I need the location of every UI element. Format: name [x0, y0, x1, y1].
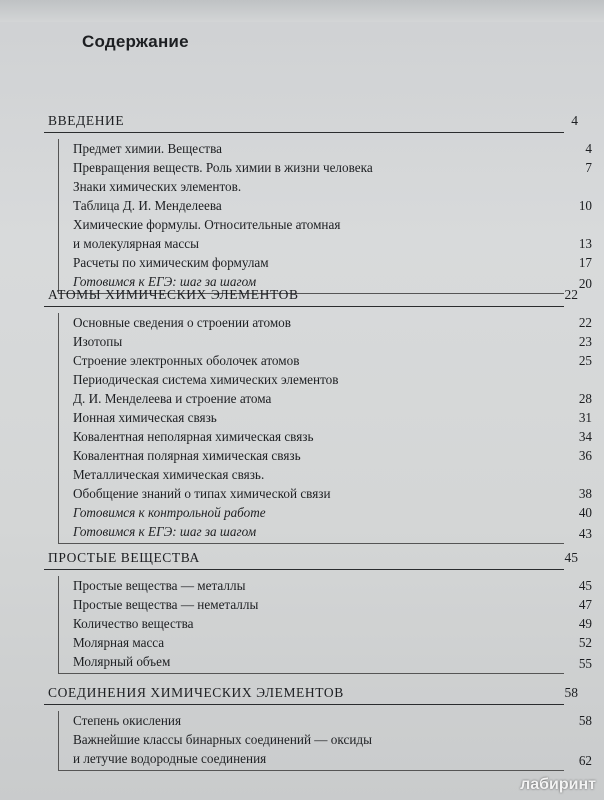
- toc-entry[interactable]: [59, 465, 564, 484]
- toc-entry[interactable]: [59, 749, 592, 771]
- entry-title: Важнейшие классы бинарных соединений — оксиды: [73, 732, 372, 747]
- toc-entry[interactable]: [59, 633, 592, 652]
- section-entries: [58, 576, 592, 674]
- entry-title: Количество вещества: [73, 616, 194, 631]
- toc-entry[interactable]: [59, 196, 592, 215]
- entry-page-number: 25: [578, 353, 592, 368]
- toc-entry[interactable]: [59, 389, 592, 408]
- entry-page-number: 47: [578, 597, 592, 612]
- entry-title: Изотопы: [73, 334, 123, 349]
- entry-page-number: 36: [578, 448, 592, 463]
- entry-title: Готовимся к ЕГЭ: шаг за шагом: [73, 524, 257, 539]
- toc-entry[interactable]: [59, 730, 564, 749]
- toc-entry[interactable]: [59, 351, 592, 370]
- entry-title: Превращения веществ. Роль химии в жизни человека: [73, 160, 373, 175]
- toc-entry[interactable]: [59, 313, 592, 332]
- entry-page-number: 10: [578, 198, 592, 213]
- section-title: АТОМЫ ХИМИЧЕСКИХ ЭЛЕМЕНТОВ: [48, 287, 299, 302]
- entry-page-number: 34: [578, 429, 592, 444]
- toc-entry[interactable]: [59, 614, 592, 633]
- toc-entry[interactable]: [59, 595, 592, 614]
- entry-page-number: 43: [578, 526, 592, 541]
- toc-entry[interactable]: [59, 652, 592, 674]
- section-title: СОЕДИНЕНИЯ ХИМИЧЕСКИХ ЭЛЕМЕНТОВ: [48, 685, 344, 700]
- entry-title: Степень окисления: [73, 713, 182, 728]
- toc-entry[interactable]: [59, 427, 592, 446]
- toc-entry[interactable]: [59, 215, 564, 234]
- watermark-logo: лабиринт: [520, 776, 596, 793]
- entry-title: Периодическая система химических элементов: [73, 372, 339, 387]
- section-heading[interactable]: [44, 108, 578, 133]
- section-title: ПРОСТЫЕ ВЕЩЕСТВА: [48, 550, 200, 565]
- entry-title: Основные сведения о строении атомов: [73, 315, 291, 330]
- entry-title: Расчеты по химическим формулам: [73, 255, 269, 270]
- entry-page-number: 22: [578, 315, 592, 330]
- entry-title: Молярный объем: [73, 654, 171, 669]
- entry-title: Обобщение знаний о типах химической связи: [73, 486, 331, 501]
- entry-title: Ковалентная полярная химическая связь: [73, 448, 301, 463]
- entry-page-number: 13: [578, 236, 592, 251]
- entry-title: Таблица Д. И. Менделеева: [73, 198, 222, 213]
- entry-page-number: 7: [585, 160, 592, 175]
- section-page-number: 22: [564, 287, 578, 302]
- toc-entry[interactable]: [59, 711, 592, 730]
- section-title: ВВЕДЕНИЕ: [48, 113, 125, 128]
- entry-title: Готовимся к контрольной работе: [73, 505, 266, 520]
- entry-title: Ионная химическая связь: [73, 410, 217, 425]
- entry-page-number: 40: [578, 505, 592, 520]
- entry-title: Химические формулы. Относительные атомная: [73, 217, 341, 232]
- toc-entry[interactable]: [59, 332, 592, 351]
- section-heading[interactable]: [44, 545, 578, 570]
- entry-title: Готовимся к ЕГЭ: шаг за шагом: [73, 274, 257, 289]
- entry-page-number: 28: [578, 391, 592, 406]
- entry-page-number: 58: [578, 713, 592, 728]
- entry-title: и летучие водородные соединения: [73, 751, 267, 766]
- toc-entry[interactable]: [59, 158, 592, 177]
- section-entries: [58, 313, 592, 544]
- entry-title: Молярная масса: [73, 635, 165, 650]
- entry-page-number: 62: [578, 753, 592, 768]
- toc-section: [44, 545, 592, 674]
- toc-entry[interactable]: [59, 253, 592, 272]
- section-page-number: 4: [571, 113, 578, 128]
- entry-page-number: 38: [578, 486, 592, 501]
- entry-page-number: 52: [578, 635, 592, 650]
- entry-page-number: 55: [578, 656, 592, 671]
- toc-entry[interactable]: [59, 484, 592, 503]
- entry-page-number: 4: [585, 141, 592, 156]
- toc-entry[interactable]: [59, 139, 592, 158]
- toc-entry[interactable]: [59, 522, 592, 544]
- entry-title: Ковалентная неполярная химическая связь: [73, 429, 314, 444]
- page-title: Содержание: [82, 32, 189, 51]
- toc-entry[interactable]: [59, 234, 592, 253]
- toc-entry[interactable]: [59, 370, 564, 389]
- entry-title: и молекулярная массы: [73, 236, 199, 251]
- toc-entry[interactable]: [59, 576, 592, 595]
- entry-page-number: 45: [578, 578, 592, 593]
- section-heading[interactable]: [44, 680, 578, 705]
- section-entries: [58, 139, 592, 294]
- toc-section: [44, 680, 592, 771]
- entry-title: Простые вещества — неметаллы: [73, 597, 259, 612]
- toc-section: [44, 108, 592, 294]
- entry-page-number: 31: [578, 410, 592, 425]
- toc-entry[interactable]: [59, 177, 564, 196]
- entry-title: Знаки химических элементов.: [73, 179, 242, 194]
- entry-title: Металлическая химическая связь.: [73, 467, 265, 482]
- section-page-number: 45: [564, 550, 578, 565]
- entry-title: Д. И. Менделеева и строение атома: [73, 391, 272, 406]
- toc-entry[interactable]: [59, 503, 592, 522]
- section-entries: [58, 711, 592, 771]
- entry-page-number: 23: [578, 334, 592, 349]
- entry-page-number: 49: [578, 616, 592, 631]
- entry-page-number: 20: [578, 276, 592, 291]
- toc-entry[interactable]: [59, 408, 592, 427]
- entry-page-number: 17: [578, 255, 592, 270]
- entry-title: Строение электронных оболочек атомов: [73, 353, 300, 368]
- toc-entry[interactable]: [59, 446, 592, 465]
- entry-title: Предмет химии. Вещества: [73, 141, 222, 156]
- section-heading[interactable]: [44, 282, 578, 307]
- section-page-number: 58: [564, 685, 578, 700]
- entry-title: Простые вещества — металлы: [73, 578, 246, 593]
